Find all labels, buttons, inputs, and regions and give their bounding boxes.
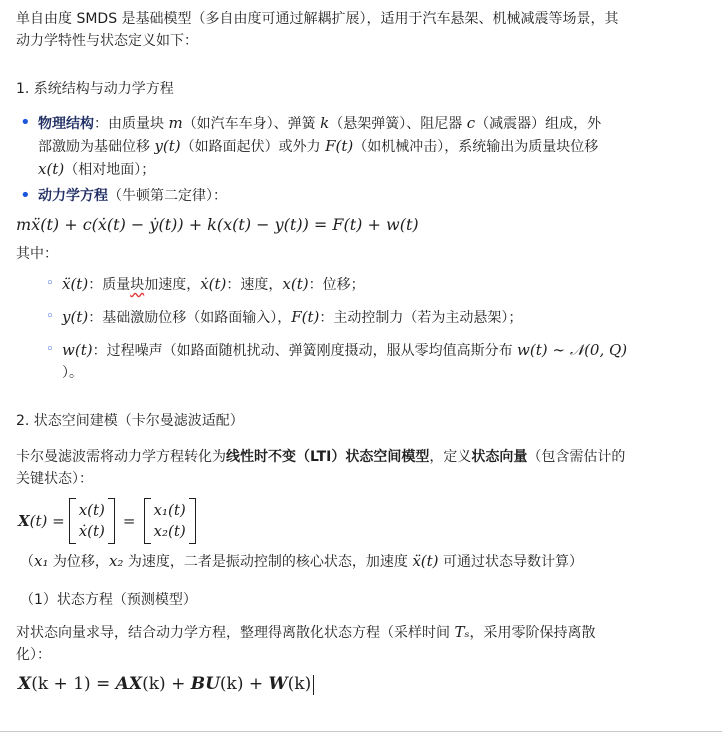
- structure-label: 物理结构: [38, 116, 94, 132]
- section2-para2: [16, 621, 718, 644]
- para-text: 对状态向量求导，结合动力学方程，整理得离散化状态方程（采样时间: [16, 625, 455, 641]
- section2-para1b: 关键状态）：: [16, 471, 93, 487]
- list-item: [16, 339, 718, 384]
- list-item: [16, 306, 718, 329]
- base-disp-symbol: y(t): [154, 137, 181, 155]
- divider: [0, 731, 722, 732]
- item-text: ：过程噪声（如路面随机扰动、弹簧刚度摄动，服从零均值高斯分布: [92, 343, 518, 359]
- noise-distribution: w(t) ∼ 𝒩(0, Q): [517, 341, 628, 359]
- para-text: （包含需估计的: [527, 449, 626, 465]
- item-text: ：速度，: [226, 277, 283, 293]
- damper-symbol: c: [466, 114, 476, 132]
- intro-line-1: 单自由度 SMDS 是基础模型（多自由度可通过解耦扩展），适用于汽车悬架、机械减震等场景，其: [16, 11, 619, 27]
- structure-bullet: [16, 112, 718, 181]
- eq-symbol: X: [18, 674, 32, 694]
- eq-symbol: W: [268, 674, 288, 694]
- output-symbol: x(t): [38, 160, 65, 178]
- structure-text-e: 部激励为基础位移: [38, 139, 155, 155]
- para-text: ，采用零阶保持离散: [469, 625, 596, 641]
- lti-term: 线性时不变（LTI）状态空间模型: [226, 449, 430, 465]
- note-text: 可通过状态导数计算）: [438, 554, 583, 570]
- eq-text: (k) +: [142, 674, 191, 694]
- matrix-cell: ẋ(t): [78, 522, 105, 540]
- para-text: 卡尔曼滤波需将动力学方程转化为: [16, 449, 226, 465]
- list-item: [16, 273, 718, 296]
- state-matrix-2: [144, 498, 196, 544]
- x2-symbol: x₂: [108, 552, 124, 570]
- matrix-cell: x(t): [78, 501, 105, 519]
- intro-line-2: 动力学特性与状态定义如下：: [16, 33, 198, 49]
- state-note: [16, 550, 718, 573]
- discrete-state-equation: [18, 672, 718, 696]
- section1-heading: 1. 系统结构与动力学方程: [16, 81, 174, 97]
- state-vector-term: 状态向量: [471, 449, 528, 465]
- dynamics-bullet: [16, 185, 718, 207]
- note-text: 为位移，: [48, 554, 109, 570]
- where-label: 其中：: [16, 246, 58, 262]
- state-vector-equation: [18, 498, 718, 544]
- state-arg: (t) =: [29, 512, 65, 530]
- eq-text: (k + 1) =: [31, 674, 116, 694]
- dynamics-label: 动力学方程: [38, 188, 108, 204]
- control-symbol: F(t): [291, 308, 320, 326]
- eq-text: (k) +: [219, 674, 269, 694]
- eq-symbol: BU: [190, 674, 220, 694]
- item-text: ：位移；: [308, 277, 365, 293]
- structure-text-f: （如路面起伏）或外力: [180, 139, 326, 155]
- structure-text-a: ：由质量块: [94, 116, 169, 132]
- note-text: （: [20, 554, 34, 570]
- section2-para2b: 化）：: [16, 647, 51, 663]
- x1-symbol: x₁: [34, 552, 49, 570]
- item-text: ：基础激励位移（如路面输入），: [88, 310, 292, 326]
- state-symbol: X: [18, 512, 30, 530]
- spring-symbol: k: [320, 114, 330, 132]
- accel-symbol: ẍ(t): [412, 552, 439, 570]
- item-text: ：主动控制力（若为主动悬架）；: [319, 310, 523, 326]
- structure-text-c: （悬架弹簧）、阻尼器: [329, 116, 467, 132]
- section2-heading: 2. 状态空间建模（卡尔曼滤波适配）: [16, 413, 244, 429]
- matrix-cell: x₂(t): [153, 522, 186, 540]
- structure-text-b: （如汽车车身）、弹簧: [182, 116, 321, 132]
- velocity-symbol: ẋ(t): [200, 275, 227, 293]
- accel-symbol: ẍ(t): [62, 275, 89, 293]
- eq-symbol: AX: [115, 674, 143, 694]
- note-text: 为速度，二者是振动控制的核心状态，加速度: [123, 554, 413, 570]
- sub-heading-state-eq: （1）状态方程（预测模型）: [20, 592, 197, 608]
- para-text: ，定义: [429, 449, 472, 465]
- text-cursor: [313, 675, 314, 695]
- dynamics-equation: mẍ(t) + c(ẋ(t) − ẏ(t)) + k(x(t) − y(t)) = F(t) + w(t): [16, 215, 419, 234]
- item-text: ：质量: [88, 277, 131, 293]
- position-symbol: x(t): [282, 275, 309, 293]
- item-text: 块: [130, 277, 145, 293]
- eq-text: (k): [287, 674, 312, 694]
- sample-time-symbol: Tₛ: [454, 623, 470, 641]
- mass-symbol: m: [168, 114, 183, 132]
- base-symbol: y(t): [62, 308, 89, 326]
- structure-text-d: （减震器）组成，外: [475, 116, 602, 132]
- dynamics-suffix: （牛顿第二定律）：: [108, 188, 227, 204]
- structure-text-h: （相对地面）；: [64, 162, 156, 178]
- section2-para1: [16, 446, 718, 468]
- equals-sign: =: [122, 512, 136, 530]
- item-text: 加速度，: [144, 277, 201, 293]
- state-matrix-1: [69, 498, 115, 544]
- force-symbol: F(t): [325, 137, 354, 155]
- document: [16, 8, 718, 696]
- structure-text-g: （如机械冲击），系统输出为质量块位移: [353, 139, 599, 155]
- item-text: ）。: [62, 365, 83, 381]
- noise-symbol: w(t): [62, 341, 93, 359]
- matrix-cell: x₁(t): [153, 501, 186, 519]
